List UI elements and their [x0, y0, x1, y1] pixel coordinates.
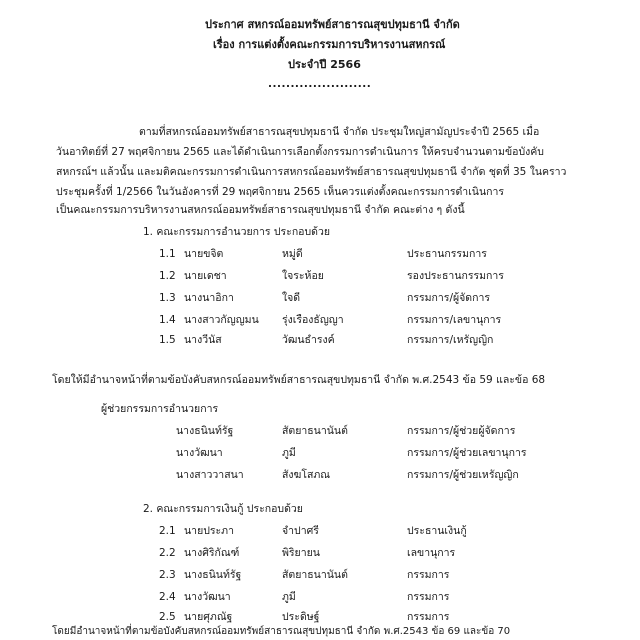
position: กรรมการ/ผู้ช่วยผู้จัดการ — [407, 425, 516, 437]
first-name: นางสาวกัญญมน — [184, 314, 259, 326]
position: เลขานุการ — [407, 547, 456, 559]
last-name: ประดิษฐ์ — [282, 611, 320, 623]
header-separator: ....................... — [268, 78, 372, 90]
first-name: นางสาววาสนา — [176, 469, 244, 481]
position: กรรมการ/ผู้จัดการ — [407, 292, 491, 304]
row-number: 2.5 — [159, 611, 176, 623]
last-name: สังฆโสภณ — [282, 469, 331, 481]
intro-line: ตามที่สหกรณ์ออมทรัพย์สาธารณสุขปทุมธานี จำกัด ประชุมใหญ่สามัญประจำปี 2565 เมื่อ — [139, 126, 540, 138]
first-name: นางนาอิกา — [184, 292, 234, 304]
first-name: นางธนินท์รัฐ — [176, 425, 234, 437]
first-name: นางศิริกัณฑ์ — [184, 547, 240, 559]
row-number: 2.1 — [159, 525, 176, 537]
last-name: หมู่ดี — [282, 248, 303, 260]
position: รองประธานกรรมการ — [407, 270, 504, 282]
first-name: นางวัฒนา — [176, 447, 223, 459]
position: กรรมการ/ผู้ช่วยเหรัญญิก — [407, 469, 519, 481]
first-name: นางวีนัส — [184, 334, 222, 346]
position: ประธานเงินกู้ — [407, 525, 467, 537]
row-number: 1.5 — [159, 334, 176, 346]
assistants-heading: ผู้ช่วยกรรมการอำนวยการ — [101, 403, 219, 415]
position: กรรมการ — [407, 611, 450, 623]
intro-line: เป็นคณะกรรมการบริหารงานสหกรณ์ออมทรัพย์สาธารณสุขปทุมธานี จำกัด คณะต่าง ๆ ดังนี้ — [56, 204, 465, 216]
year-line: ประจำปี 2566 — [288, 58, 361, 71]
first-name: นางวัฒนา — [184, 591, 231, 603]
position: กรรมการ/เหรัญญิก — [407, 334, 494, 346]
position: กรรมการ/เลขานุการ — [407, 314, 502, 326]
authority-text-2: โดยมีอำนาจหน้าที่ตามข้อบังคับสหกรณ์ออมทรัพย์สาธารณสุขปทุมธานี จำกัด พ.ศ.2543 ข้อ 69 และข้อ 70 — [52, 626, 511, 637]
position: ประธานกรรมการ — [407, 248, 487, 260]
intro-line: สหกรณ์ฯ แล้วนั้น และมติคณะกรรมการดำเนินการสหกรณ์ออมทรัพย์สาธารณสุขปทุมธานี จำกัด ชุดที่ 35 ในคราว — [56, 166, 567, 178]
first-name: นายเดชา — [184, 270, 227, 282]
position: กรรมการ/ผู้ช่วยเลขานุการ — [407, 447, 527, 459]
last-name: ภูมี — [282, 447, 296, 459]
subject-line: เรื่อง การแต่งตั้งคณะกรรมการบริหารงานสหกรณ์ — [213, 38, 446, 51]
row-number: 1.1 — [159, 248, 176, 260]
first-name: นางธนินท์รัฐ — [184, 569, 242, 581]
row-number: 1.2 — [159, 270, 176, 282]
first-name: นายศุภณัฐ — [184, 611, 233, 623]
last-name: สัตยาธนานันต์ — [282, 569, 348, 581]
last-name: จำปาศรี — [282, 525, 319, 537]
last-name: วัฒนธำรงค์ — [282, 334, 335, 346]
authority-text-1: โดยให้มีอำนาจหน้าที่ตามข้อบังคับสหกรณ์ออมทรัพย์สาธารณสุขปทุมธานี จำกัด พ.ศ.2543 ข้อ 59 และข้อ 68 — [52, 374, 546, 386]
row-number: 2.2 — [159, 547, 176, 559]
section2-heading: 2. คณะกรรมการเงินกู้ ประกอบด้วย — [143, 503, 303, 515]
intro-line: วันอาทิตย์ที่ 27 พฤศจิกายน 2565 และได้ดำเนินการเลือกตั้งกรรมการดำเนินการ ให้ครบจำนวนตามข้อบังคับ — [56, 146, 544, 158]
row-number: 1.4 — [159, 314, 176, 326]
first-name: นายประภา — [184, 525, 234, 537]
last-name: พิริยายน — [282, 547, 320, 559]
last-name: ใจระห้อย — [282, 270, 324, 282]
last-name: ใจดี — [282, 292, 301, 304]
intro-line: ประชุมครั้งที่ 1/2566 ในวันอังคารที่ 29 พฤศจิกายน 2565 เห็นควรแต่งตั้งคณะกรรมการดำเนินการ — [56, 186, 505, 198]
last-name: สัตยาธนานันต์ — [282, 425, 348, 437]
announcement-title: ประกาศ สหกรณ์ออมทรัพย์สาธารณสุขปทุมธานี จำกัด — [205, 18, 460, 31]
position: กรรมการ — [407, 569, 450, 581]
row-number: 1.3 — [159, 292, 176, 304]
position: กรรมการ — [407, 591, 450, 603]
last-name: ภูมี — [282, 591, 296, 603]
row-number: 2.4 — [159, 591, 176, 603]
last-name: รุ่งเรืองธัญญา — [282, 314, 344, 326]
section1-heading: 1. คณะกรรมการอำนวยการ ประกอบด้วย — [143, 226, 331, 238]
row-number: 2.3 — [159, 569, 176, 581]
first-name: นายขจิต — [184, 248, 224, 260]
